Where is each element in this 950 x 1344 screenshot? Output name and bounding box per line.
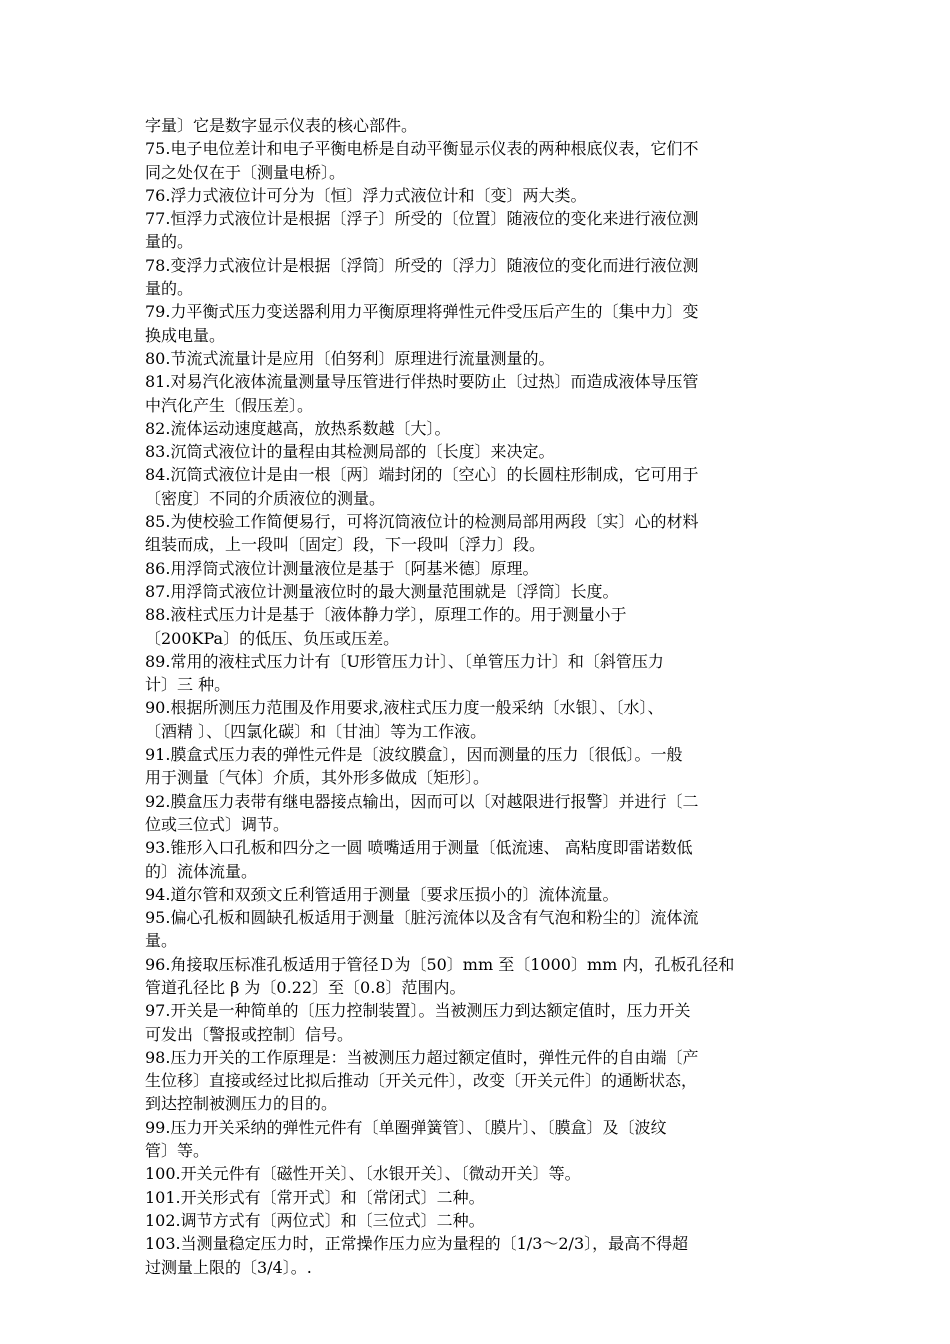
- text-line: 生位移〕直接或经过比拟后推动〔开关元件〕，改变〔开关元件〕的通断状态，: [145, 1071, 698, 1091]
- text-line: 93.锥形入口孔板和四分之一圆 喷嘴适用于测量〔低流速、 高粘度即雷诺数低: [145, 838, 693, 858]
- text-line: 94.道尔管和双颈文丘利管适用于测量〔要求压损小的〕流体流量。: [145, 884, 619, 904]
- text-line: 75.电子电位差计和电子平衡电桥是自动平衡显示仪表的两种根底仪表，它们不: [145, 139, 699, 159]
- text-line: 到达控制被测压力的目的。: [145, 1094, 338, 1114]
- text-line: 79.力平衡式压力变送器利用力平衡原理将弹性元件受压后产生的〔集中力〕变: [145, 302, 699, 322]
- text-line: 量的。: [145, 279, 194, 299]
- text-line: 77.恒浮力式液位计是根据〔浮子〕所受的〔位置〕随液位的变化来进行液位测: [145, 209, 699, 229]
- text-line: 83.沉筒式液位计的量程由其检测局部的〔长度〕来决定。: [145, 442, 555, 462]
- text-line: 〔200KPa〕的低压、负压或压差。: [145, 628, 400, 648]
- text-line: 91.膜盒式压力表的弹性元件是〔波纹膜盒〕，因而测量的压力〔很低〕。一般: [145, 745, 683, 765]
- text-line: 98.压力开关的工作原理是：当被测压力超过额定值时，弹性元件的自由端〔产: [145, 1047, 699, 1067]
- text-line: 量。: [145, 931, 178, 951]
- text-line: 92.膜盒压力表带有继电器接点输出，因而可以〔对越限进行报警〕并进行〔二: [145, 791, 699, 811]
- text-line: 82.流体运动速度越高，放热系数越〔大〕。: [145, 418, 451, 438]
- text-line: 位或三位式〕调节。: [145, 814, 290, 834]
- text-line: 过测量上限的〔3/4〕。.: [145, 1257, 312, 1277]
- text-line: 102.调节方式有〔两位式〕和〔三位式〕二种。: [145, 1210, 485, 1230]
- text-line: 80.节流式流量计是应用〔伯努利〕原理进行流量测量的。: [145, 348, 555, 368]
- text-line: 换成电量。: [145, 325, 226, 345]
- text-line: 字量〕它是数字显示仪表的核心部件。: [145, 116, 418, 135]
- text-line: 81.对易汽化液体流量测量导压管进行伴热时要防止〔过热〕而造成液体导压管: [145, 372, 699, 392]
- text-line: 可发出〔警报或控制〕信号。: [145, 1024, 354, 1044]
- text-line: 计〕三 种。: [145, 675, 231, 695]
- text-line: 99.压力开关采纳的弹性元件有〔单圈弹簧管〕、〔膜片〕、〔膜盒〕及〔波纹: [145, 1117, 667, 1137]
- text-line: 96.角接取压标准孔板适用于管径Ｄ为〔50〕mm 至〔1000〕mm 内，孔板孔径和: [145, 954, 735, 974]
- text-line: 95.偏心孔板和圆缺孔板适用于测量〔脏污流体以及含有气泡和粉尘的〕流体流: [145, 908, 699, 928]
- text-line: 〔密度〕不同的介质液位的测量。: [145, 488, 386, 508]
- text-line: 100.开关元件有〔磁性开关〕、〔水银开关〕、〔微动开关〕等。: [145, 1164, 581, 1184]
- text-line: 的〕流体流量。: [145, 861, 258, 881]
- text-line: 78.变浮力式液位计是根据〔浮筒〕所受的〔浮力〕随液位的变化而进行液位测: [145, 255, 699, 275]
- text-line: 97.开关是一种简单的〔压力控制装置〕。当被测压力到达额定值时，压力开关: [145, 1001, 691, 1021]
- text-line: 管道孔径比 β 为〔0.22〕至〔0.8〕范围内。: [145, 977, 466, 997]
- text-line: 89.常用的液柱式压力计有〔U形管压力计〕、〔单管压力计〕和〔斜管压力: [145, 651, 664, 671]
- text-line: 76.浮力式液位计可分为〔恒〕浮力式液位计和〔变〕两大类。: [145, 185, 587, 205]
- text-line: 量的。: [145, 232, 194, 252]
- text-line: 管〕等。: [145, 1141, 210, 1161]
- text-line: 86.用浮筒式液位计测量液位是基于〔阿基米德〕原理。: [145, 558, 539, 578]
- text-line: 〔酒精 〕、〔四氯化碳〕和〔甘油〕等为工作液。: [145, 721, 487, 741]
- text-line: 101.开关形式有〔常开式〕和〔常闭式〕二种。: [145, 1187, 485, 1207]
- text-line: 中汽化产生〔假压差〕。: [145, 395, 314, 415]
- text-line: 用于测量〔气体〕介质，其外形多做成〔矩形〕。: [145, 768, 490, 788]
- document-body: [145, 114, 810, 1279]
- text-line: 同之处仅在于〔测量电桥〕。: [145, 162, 346, 182]
- text-line: 85.为使校验工作简便易行，可将沉筒液位计的检测局部用两段〔实〕心的材料: [145, 512, 699, 532]
- text-line: 84.沉筒式液位计是由一根〔两〕端封闭的〔空心〕的长圆柱形制成，它可用于: [145, 465, 699, 485]
- text-line: 87.用浮筒式液位计测量液位时的最大测量范围就是〔浮筒〕长度。: [145, 581, 619, 601]
- text-line: 103.当测量稳定压力时，正常操作压力应为量程的〔1/3～2/3〕，最高不得超: [145, 1234, 689, 1254]
- text-line: 组装而成，上一段叫〔固定〕段，下一段叫〔浮力〕段。: [145, 535, 546, 555]
- text-line: 90.根据所测压力范围及作用要求,液柱式压力度一般采纳〔水银〕、〔水〕、: [145, 698, 664, 718]
- text-line: 88.液柱式压力计是基于〔液体静力学〕，原理工作的。用于测量小于: [145, 605, 627, 625]
